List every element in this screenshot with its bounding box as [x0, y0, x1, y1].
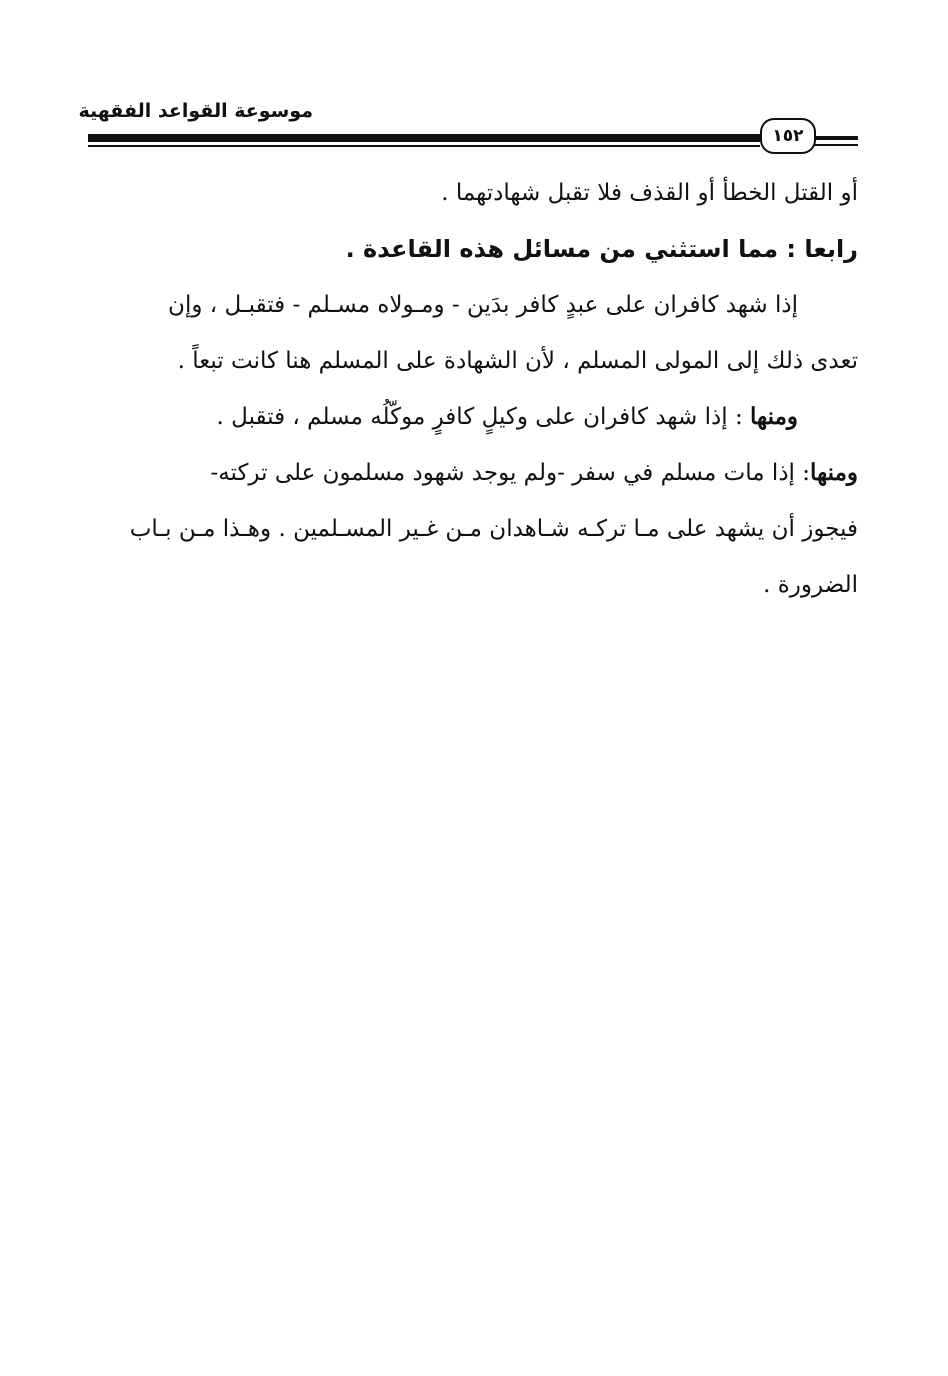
page-header	[78, 96, 858, 156]
text-line	[88, 389, 858, 445]
text-run: : إذا شهد كافران على وكيلٍ كافرٍ موكّلُه مسلم ، فتقبل .	[216, 404, 751, 430]
bold-lead-word: ومنها	[750, 403, 798, 430]
header-rule-right	[814, 136, 858, 140]
header-rule-thick	[88, 134, 760, 142]
bold-lead-word: ومنها	[810, 459, 858, 486]
text-line: إذا شهد كافران على عبدٍ كافر بدَين - ومـولاه مسـلم - فتقبـل ، وإن	[168, 292, 798, 318]
page-number: ١٥٢	[760, 118, 816, 154]
text-run: : إذا مات مسلم في سفر -ولم يوجد شهود مسلمون على تركته-	[210, 460, 811, 486]
text-line: الضرورة .	[763, 572, 858, 598]
header-rule-thin	[88, 145, 760, 147]
text-line: أو القتل الخطأ أو القذف فلا تقبل شهادتهما .	[441, 180, 858, 206]
running-title: موسوعة القواعد الفقهية	[78, 100, 313, 122]
text-line: تعدى ذلك إلى المولى المسلم ، لأن الشهادة على المسلم هنا كانت تبعاً .	[177, 348, 858, 374]
text-line	[88, 445, 858, 501]
header-rule-right-thin	[814, 144, 858, 146]
section-heading: رابعا : مما استثني من مسائل هذه القاعدة .	[345, 235, 858, 263]
text-line: فيجوز أن يشهد على مـا تركـه شـاهدان مـن غـير المسـلمين . وهـذا مـن بـاب	[129, 516, 858, 542]
body-text	[88, 165, 858, 613]
